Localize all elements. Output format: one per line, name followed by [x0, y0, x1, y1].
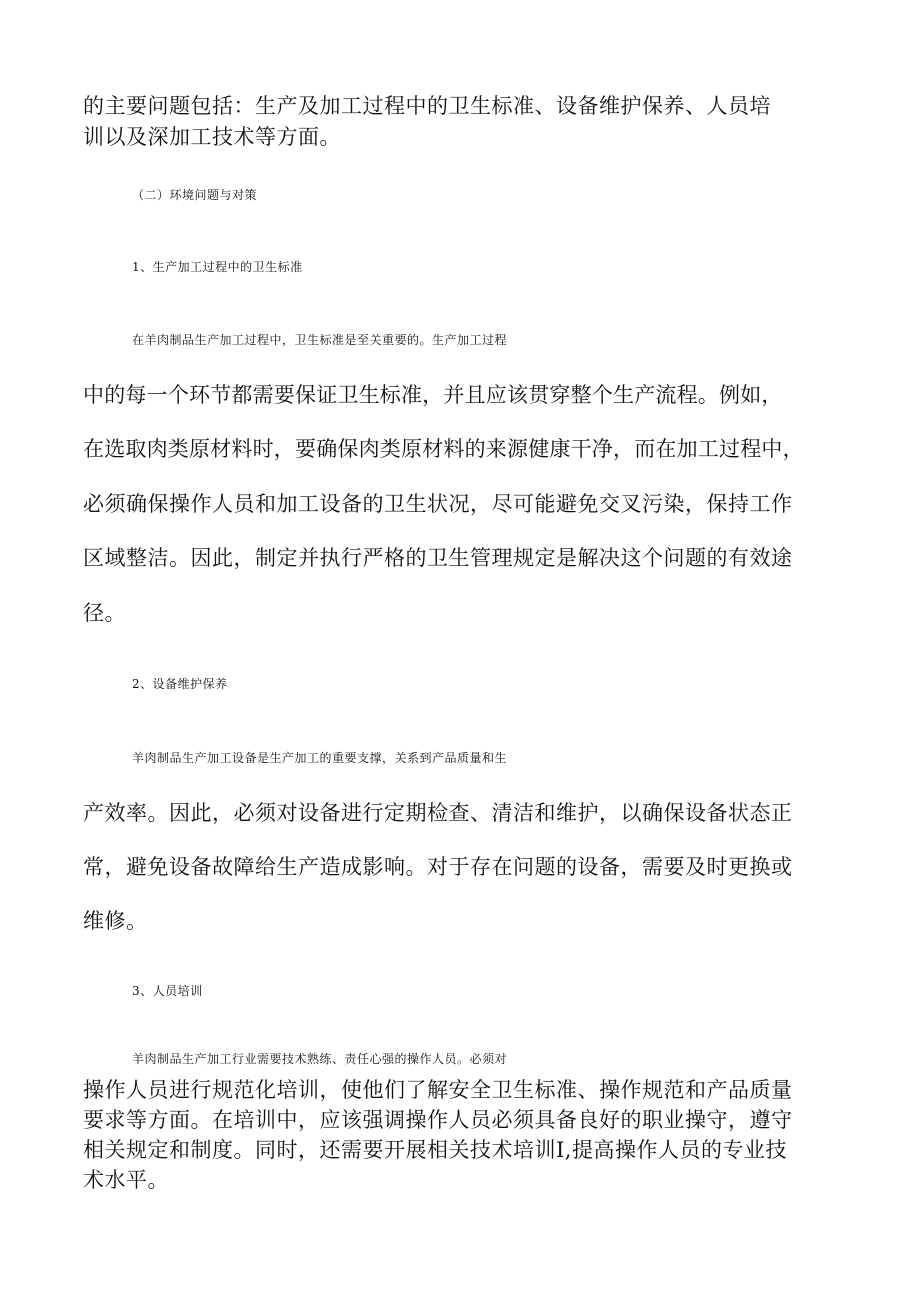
paragraph-line: 要求等方面。在培训中，应该强调操作人员必须具备良好的职业操守，遵守 [83, 1108, 793, 1132]
paragraph-line: 羊肉制品生产加工行业需要技术熟练、责任心强的操作人员。必须对 [132, 1052, 508, 1066]
paragraph-line: 产效率。因此，必须对设备进行定期检查、清洁和维护，以确保设备状态正 [83, 801, 793, 825]
paragraph-line: 在选取肉类原材料时，要确保肉类原材料的来源健康干净，而在加工过程中， [83, 437, 804, 461]
subsection-heading: 1、生产加工过程中的卫生标准 [132, 260, 303, 274]
subsection-heading: 2、设备维护保养 [132, 677, 228, 691]
paragraph-line: 术水平。 [83, 1168, 169, 1192]
paragraph-line: 中的每一个环节都需要保证卫生标准，并且应该贯穿整个生产流程。例如， [83, 383, 783, 407]
paragraph-line: 的主要问题包括：生产及加工过程中的卫生标准、设备维护保养、人员培 [83, 94, 771, 118]
subsection-heading: 3、人员培训 [132, 984, 203, 998]
paragraph-line: 区域整洁。因此，制定并执行严格的卫生管理规定是解决这个问题的有效途 [83, 546, 793, 570]
paragraph-line: 常，避免设备故障给生产造成影响。对于存在问题的设备，需要及时更换或 [83, 855, 793, 879]
paragraph-line: 羊肉制品生产加工设备是生产加工的重要支撑，关系到产品质量和生 [132, 751, 508, 765]
paragraph-line: 在羊肉制品生产加工过程中，卫生标准是至关重要的。生产加工过程 [132, 333, 508, 347]
section-heading: （二）环境问题与对策 [132, 188, 258, 202]
paragraph-line: 相关规定和制度。同时，还需要开展相关技术培训I,提高操作人员的专业技 [83, 1138, 787, 1162]
paragraph-line: 必须确保操作人员和加工设备的卫生状况，尽可能避免交叉污染，保持工作 [83, 492, 793, 516]
paragraph-line: 训以及深加工技术等方面。 [83, 125, 341, 149]
paragraph-line: 维修。 [83, 909, 148, 933]
paragraph-line: 径。 [83, 601, 126, 625]
paragraph-line: 操作人员进行规范化培训，使他们了解安全卫生标准、操作规范和产品质量 [83, 1078, 793, 1102]
